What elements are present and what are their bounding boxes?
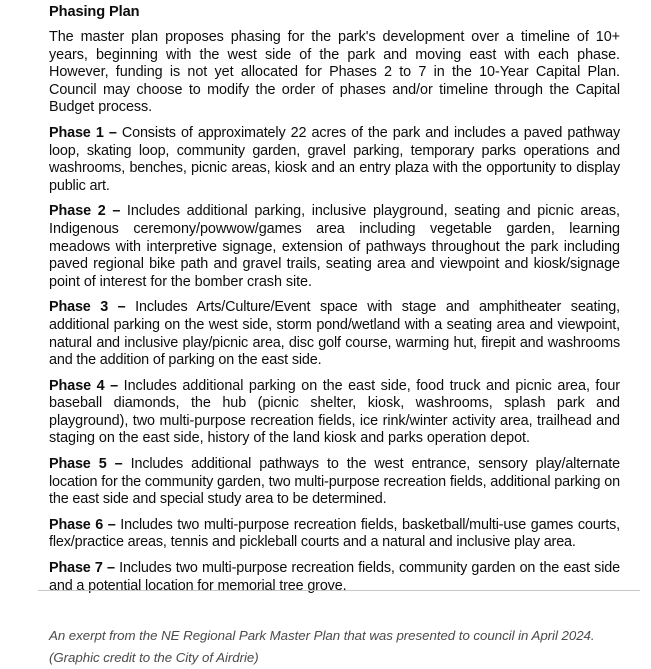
phase-paragraph-1 [49,117,620,195]
phase-label-3: Phase 3 – [49,299,136,316]
phase-text-3: Includes Arts/Culture/Event space with stage and amphitheater seating, additional parking on the west side, storm pond/wetland with a seating area and viewpoint, natural and inclusive play/picnic area, disc golf course, warming hut, firepit and washrooms and the addition of parking on the east side. [49,299,620,369]
intro-paragraph: The master plan proposes phasing for the park's development over a timeline of 10+ years, beginning with the west side of the park and moving east with each phase. However, funding is not yet allocated for Phases 2 to 7 in the 10-Year Capital Plan. Council may choose to modify the order of phases and/or timeline through the Capital Budget process. [49,29,620,116]
phase-label-7: Phase 7 – [49,560,120,577]
phase-paragraph-4 [49,370,620,448]
footer-divider [38,590,640,591]
phase-label-6: Phase 6 – [49,516,121,533]
figure-caption: An exerpt from the NE Regional Park Master Plan that was presented to council in April 2024. (Graphic credit to the City of Airdrie) [49,628,595,666]
phase-text-2: Includes additional parking, inclusive playground, seating and picnic areas, Indigenous ceremony/powwow/games area including vegetable garden, learning meadows with interpretive signage, extension of pathways throughout the park including paved regional bike path and gravel trails, seating area and viewpoint and kiosk/signage point of interest for the bomber crash site. [49,203,620,290]
caption-block [49,595,620,669]
phase-paragraph-2 [49,195,620,291]
phase-paragraph-7 [49,552,620,595]
phase-paragraph-6 [49,509,620,552]
phase-label-2: Phase 2 – [49,203,127,220]
phase-label-4: Phase 4 – [49,377,124,394]
page-title: Phasing Plan [49,4,140,20]
phase-text-7: Includes two multi-purpose recreation fields, community garden on the east side and a potential location for memorial tree grove. [49,560,620,594]
phase-text-1: Consists of approximately 22 acres of the park and includes a paved pathway loop, skating loop, community garden, gravel parking, temporary parks operations and washrooms, benches, picnic areas, kiosk and an entry plaza with the opportunity to display public art. [49,124,620,194]
phase-label-5: Phase 5 – [49,456,131,473]
phase-paragraph-3 [49,291,620,369]
phase-label-1: Phase 1 – [49,124,122,141]
phase-text-5: Includes additional pathways to the west entrance, sensory play/alternate location for the community garden, two multi-purpose recreation fields, additional parking on the east side and special study area to be determined. [49,456,620,508]
phase-text-4: Includes additional parking on the east side, food truck and picnic area, four baseball diamonds, the hub (picnic shelter, kiosk, washrooms, splash park and playground), two multi-purpose recreation fields, ice rink/winter activity area, trailhead and staging on the east side, history of the land kiosk and parks operation depot. [49,377,620,447]
phase-paragraph-5 [49,448,620,509]
phase-text-6: Includes two multi-purpose recreation fields, basketball/multi-use games courts, flex/practice areas, tennis and pickleball courts and a natural and inclusive play area. [49,516,620,551]
